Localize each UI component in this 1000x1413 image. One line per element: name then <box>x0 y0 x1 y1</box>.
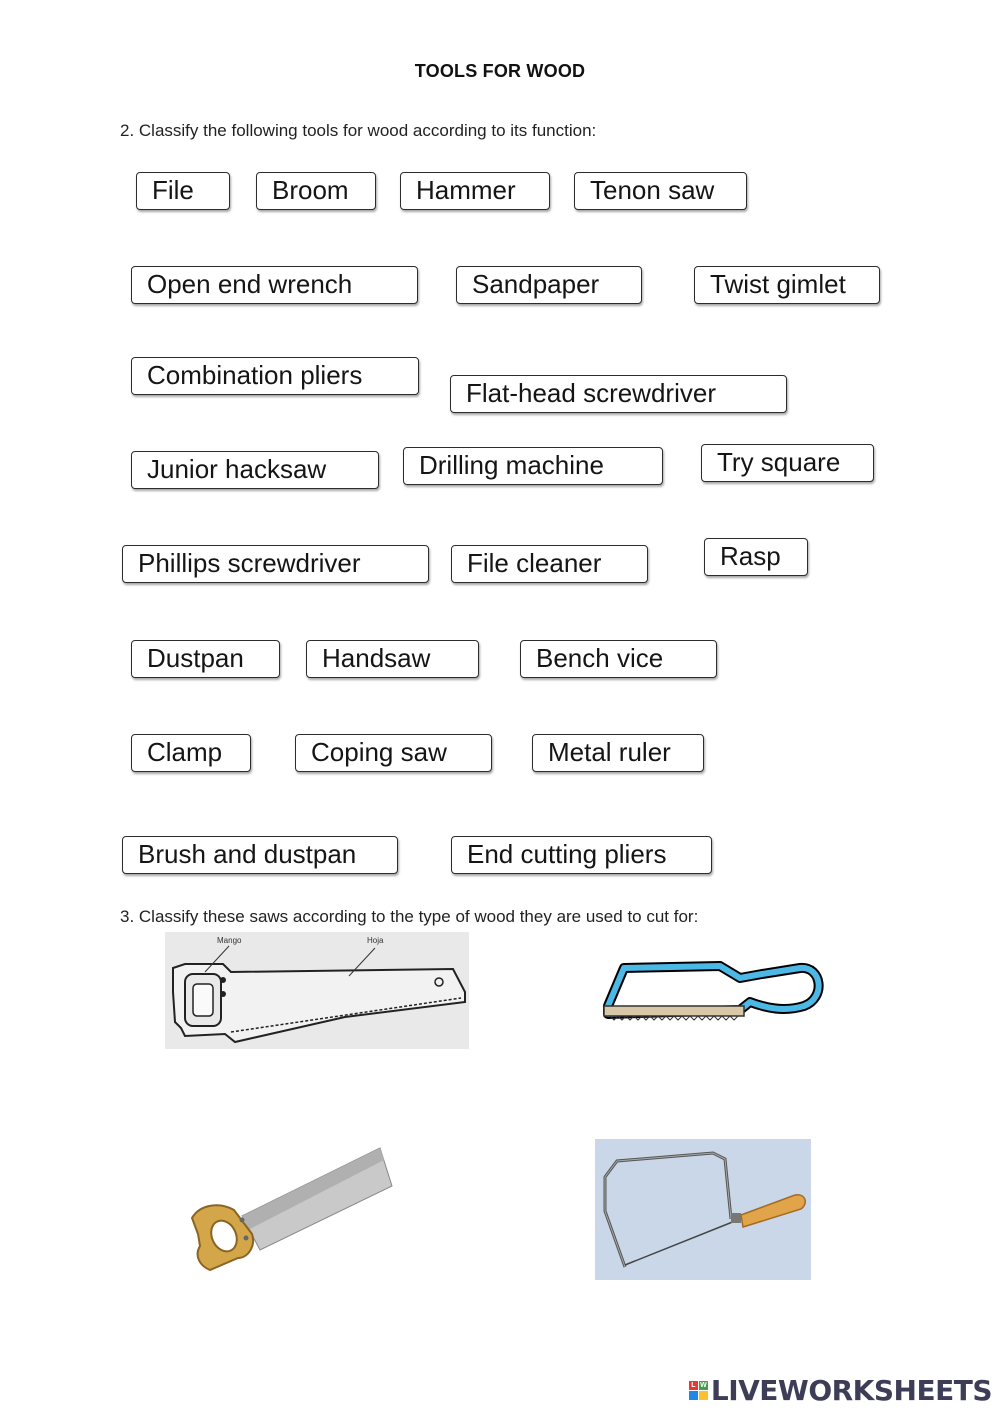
tool-chip-phillips-screwdriver[interactable]: Phillips screwdriver <box>122 545 429 583</box>
handsaw-drawing-image <box>165 932 469 1049</box>
tool-chip-end-cutting-pliers[interactable]: End cutting pliers <box>451 836 712 874</box>
brand-text: LIVEWORKSHEETS <box>710 1373 992 1407</box>
tool-chip-dustpan[interactable]: Dustpan <box>131 640 280 678</box>
tool-chip-sandpaper[interactable]: Sandpaper <box>456 266 642 304</box>
saw-label-mango: Mango <box>217 936 242 945</box>
liveworksheets-logo <box>689 1375 992 1405</box>
tool-chip-file[interactable]: File <box>136 172 230 210</box>
tool-chip-combination-pliers[interactable]: Combination pliers <box>131 357 419 395</box>
tool-chip-brush-and-dustpan[interactable]: Brush and dustpan <box>122 836 398 874</box>
tool-chip-coping-saw[interactable]: Coping saw <box>295 734 492 772</box>
tool-chip-metal-ruler[interactable]: Metal ruler <box>532 734 704 772</box>
tool-chip-hammer[interactable]: Hammer <box>400 172 550 210</box>
page-title: TOOLS FOR WOOD <box>414 61 586 81</box>
question-3: 3. Classify these saws according to the type of wood they are used to cut for: <box>120 907 699 926</box>
tool-chip-flat-head-screwdriver[interactable]: Flat-head screwdriver <box>450 375 787 413</box>
tool-chip-rasp[interactable]: Rasp <box>704 538 808 576</box>
saw-label-hoja: Hoja <box>367 936 384 945</box>
tool-chip-bench-vice[interactable]: Bench vice <box>520 640 717 678</box>
tool-chip-open-end-wrench[interactable]: Open end wrench <box>131 266 418 304</box>
tool-chip-twist-gimlet[interactable]: Twist gimlet <box>694 266 880 304</box>
tool-chip-drilling-machine[interactable]: Drilling machine <box>403 447 663 485</box>
tool-chip-clamp[interactable]: Clamp <box>131 734 251 772</box>
tool-chip-handsaw[interactable]: Handsaw <box>306 640 479 678</box>
tool-chip-broom[interactable]: Broom <box>256 172 376 210</box>
liveworksheets-logo-icon: L W <box>689 1381 708 1400</box>
junior-hacksaw-image <box>590 938 830 1048</box>
tenon-saw-image <box>190 1146 395 1271</box>
coping-saw-image <box>595 1139 811 1280</box>
tool-chip-tenon-saw[interactable]: Tenon saw <box>574 172 747 210</box>
tool-chip-junior-hacksaw[interactable]: Junior hacksaw <box>131 451 379 489</box>
tool-chip-try-square[interactable]: Try square <box>701 444 874 482</box>
question-2: 2. Classify the following tools for wood according to its function: <box>120 121 597 140</box>
tool-chip-file-cleaner[interactable]: File cleaner <box>451 545 648 583</box>
